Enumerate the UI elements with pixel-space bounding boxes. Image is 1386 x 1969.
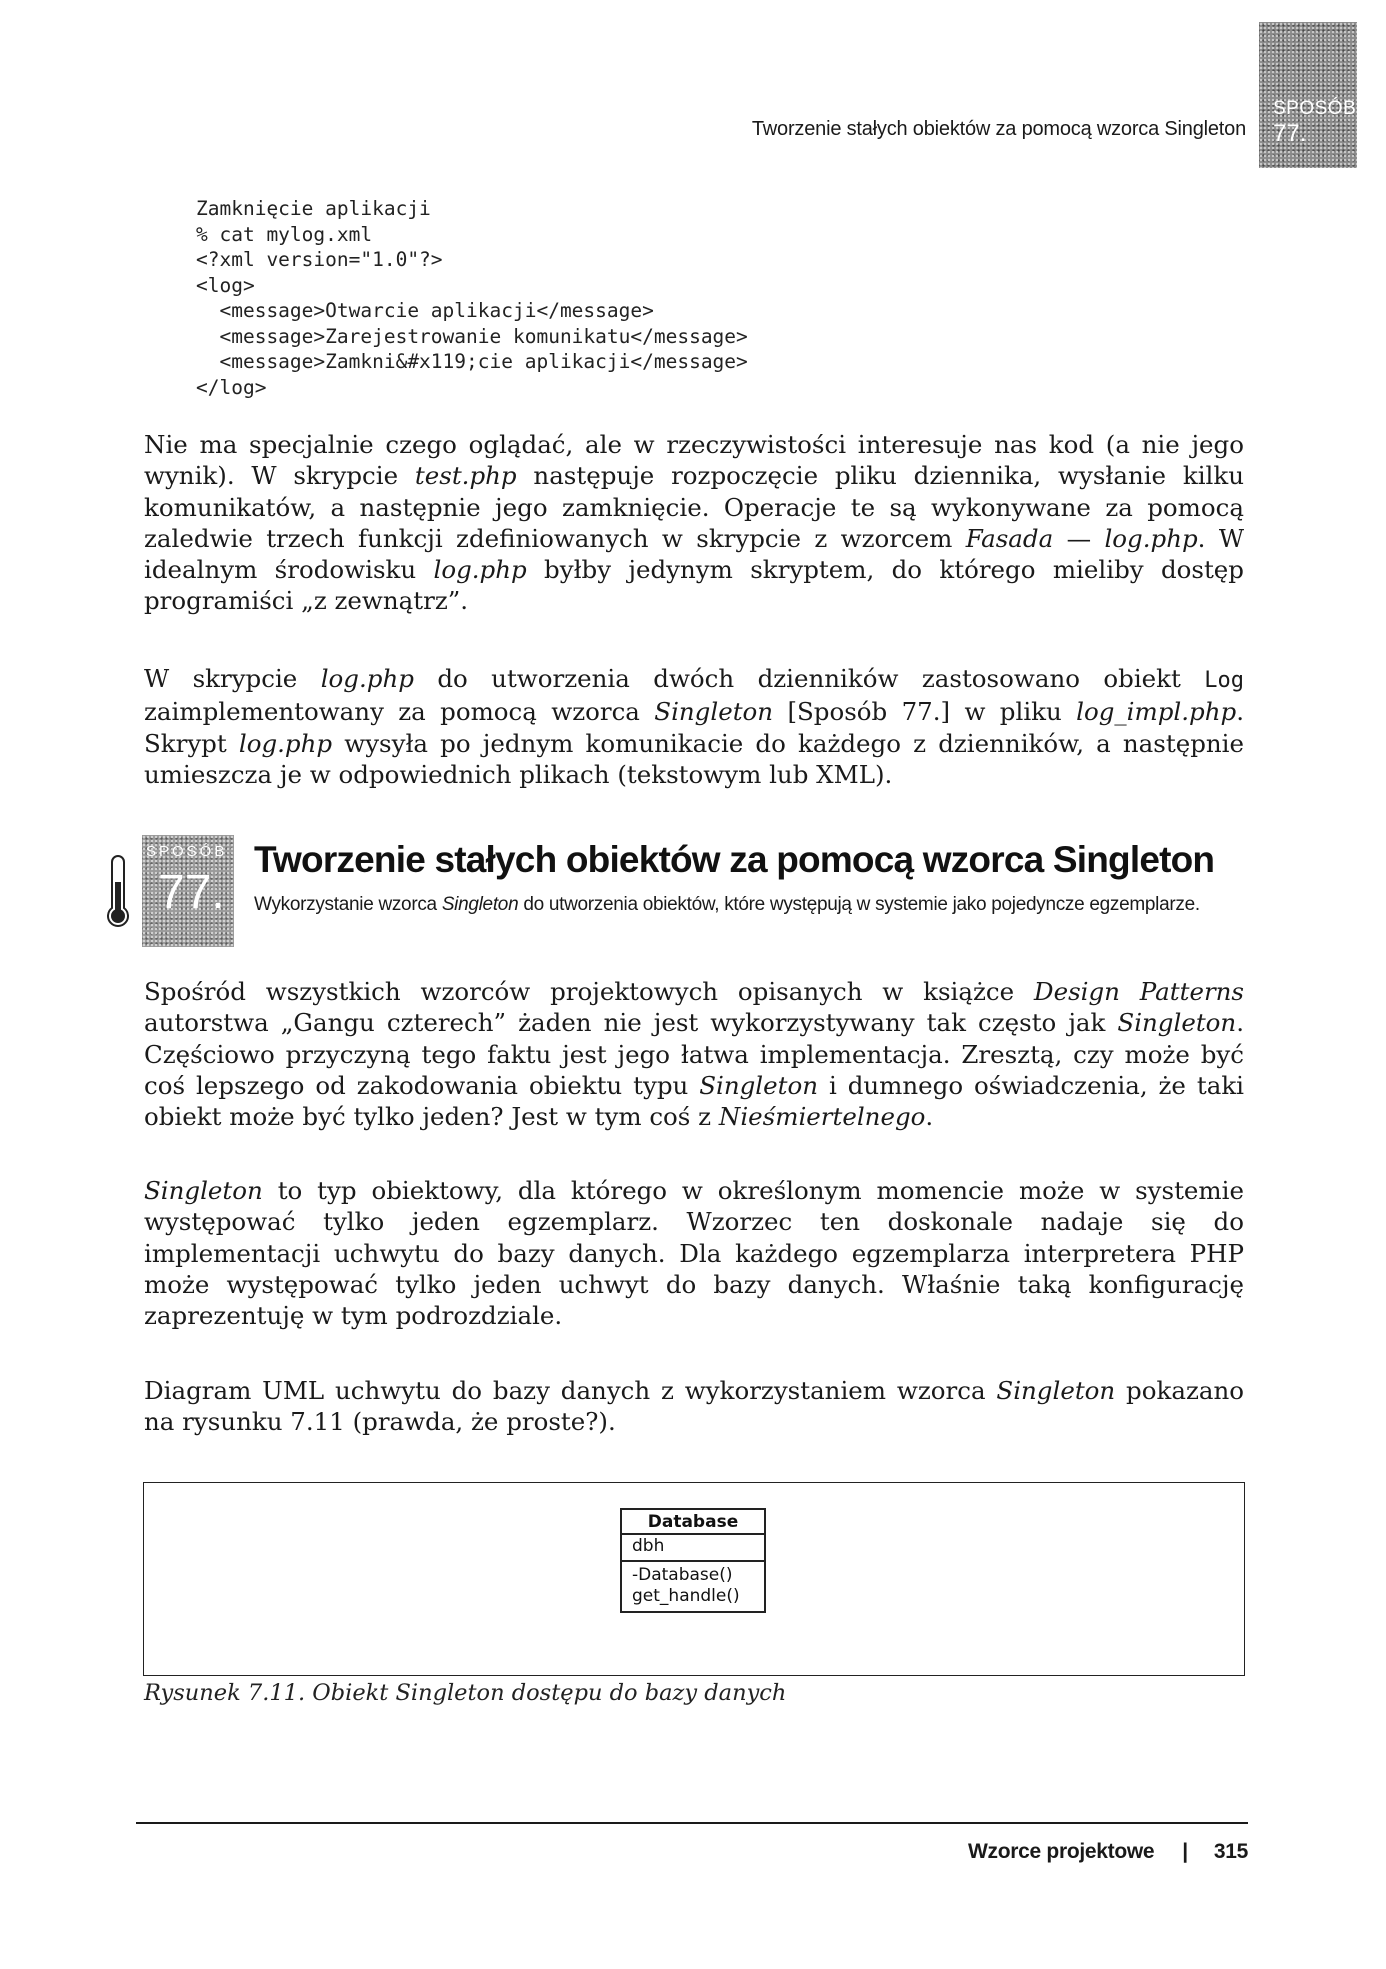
corner-badge-label: SPOSÓB [1273,98,1357,119]
thermometer-icon [104,852,132,934]
section-badge-label: SPOSÓB [146,843,228,860]
paragraph-2: W skrypcie log.php do utworzenia dwóch dzienników zastosowano obiekt Log zaimplementowany za pomocą wzorca Singleton [Sposób 77.] w pliku log_impl.php. Skrypt log.php wysyła po jednym komunikacie do każdego z dzienników, a następnie umieszcza je w odpowiednich plikach (tekstowym lub XML). [144,664,1245,789]
section-subtitle: Wykorzystanie wzorca Singleton do utworzenia obiektów, które występują w systemie jako pojedyncze egzemplarze. [254,894,1200,915]
footer-chapter: Wzorce projektowe [968,1840,1155,1863]
page-footer [968,1840,1248,1864]
uml-operations [622,1562,764,1611]
paragraph-1: Nie ma specjalnie czego oglądać, ale w rzeczywistości interesuje nas kod (a nie jego wynik). W skrypcie test.php następuje rozpoczęcie pliku dziennika, wysłanie kilku komunikatów, a następnie jego zamknięcie. Operacje te są wykonywane za pomocą zaledwie trzech funkcji zdefiniowanych w skrypcie z wzorcem Fasada — log.php. W idealnym środowisku log.php byłby jedynym skryptem, do którego mieliby dostęp programiści „z zewnątrz”. [144,430,1244,616]
section-sposob-badge [142,835,234,947]
footer-separator: | [1182,1840,1188,1863]
uml-attributes [622,1535,764,1562]
uml-class-name: Database [622,1510,764,1535]
uml-operation: -Database() [632,1565,733,1585]
footer-rule [136,1822,1248,1824]
section-badge-number: 77. [158,866,225,919]
corner-sposob-badge [1259,22,1357,168]
uml-class-box [620,1508,766,1613]
uml-attribute: dbh [632,1536,665,1556]
running-head: Tworzenie stałych obiektów za pomocą wzorca Singleton [751,118,1246,140]
page-number: 315 [1213,1840,1248,1863]
figure-caption: Rysunek 7.11. Obiekt Singleton dostępu do bazy danych [144,1680,787,1706]
paragraph-4: Singleton to typ obiektowy, dla którego w określonym momencie może w systemie występować tylko jeden egzemplarz. Wzorzec ten doskonale nadaje się do implementacji uchwytu do bazy danych. Dla każdego egzemplarza interpretera PHP może występować tylko jeden uchwyt do bazy danych. Właśnie taką konfigurację zaprezentuję w tym podrozdziale. [144,1176,1244,1331]
code-listing: Zamknięcie aplikacji % cat mylog.xml <?xml version="1.0"?> <log> <message>Otwarcie aplikacji</message> <message>Zarejestrowanie komunikatu</message> <message>Zamkni&#x119;cie aplikacji</message> </log> [196,197,748,399]
section-title: Tworzenie stałych obiektów za pomocą wzorca Singleton [254,839,1215,880]
paragraph-5: Diagram UML uchwytu do bazy danych z wykorzystaniem wzorca Singleton pokazano na rysunku 7.11 (prawda, że proste?). [144,1376,1244,1437]
paragraph-3: Spośród wszystkich wzorców projektowych opisanych w książce Design Patterns autorstwa „Gangu czterech” żaden nie jest wykorzystywany tak często jak Singleton. Częściowo przyczyną tego faktu jest jego łatwa implementacja. Zresztą, czy może być coś lepszego od zakodowania obiektu typu Singleton i dumnego oświadczenia, że taki obiekt może być tylko jeden? Jest w tym coś z Nieśmiertelnego. [144,977,1245,1132]
uml-operation: get_handle() [632,1586,740,1606]
corner-badge-number: 77. [1273,120,1307,147]
